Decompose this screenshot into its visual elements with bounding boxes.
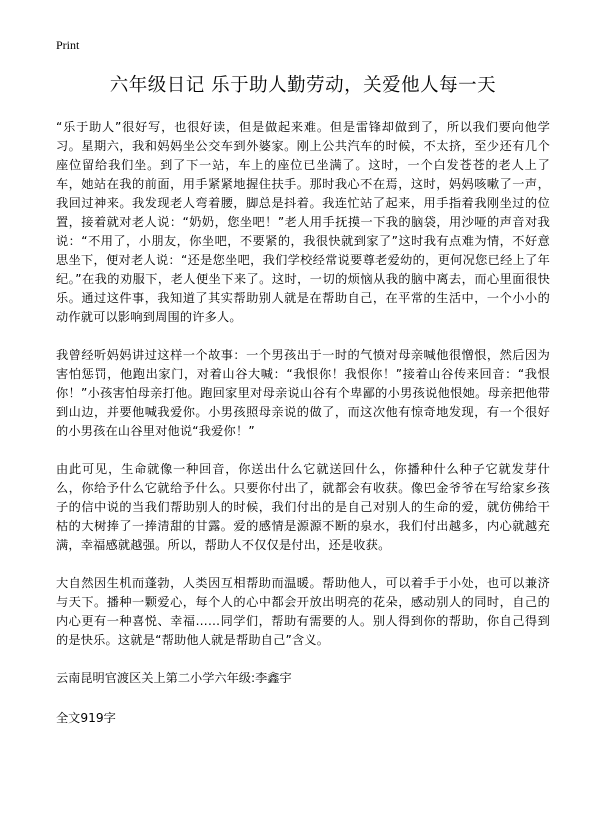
paragraph-4: 大自然因生机而蓬勃，人类因互相帮助而温暖。帮助他人，可以着手于小处，也可以兼济与天下。播种一颗爱心，每个人的心中都会开放出明亮的花朵，感动别人的同时，自己的内心更有一种喜悦、幸福……同学们，帮助有需要的人。别人得到你的帮助，你自己得到的是快乐。这就是“帮助他人就是帮助自己”含义。: [56, 576, 550, 647]
paragraph-1: “乐于助人”很好写，也很好读，但是做起来难。但是雷锋却做到了，所以我们要向他学习。星期六，我和妈妈坐公交车到外婆家。刚上公共汽车的时候，不太挤，至少还有几个座位留给我们坐。到了下一站，车上的座位已坐满了。这时，一个白发苍苍的老人上了车，她站在我的前面，用手紧紧地握住扶手。那时我心不在焉，这时，妈妈咳嗽了一声，我回过神来。我发现老人弯着腰，脚总是抖着。我连忙站了起来，用手指着我刚坐过的位置，接着就对老人说：“奶奶，您坐吧！”老人用手抚摸一下我的脑袋，用沙哑的声音对我说：“不用了，小朋友，你坐吧，不要紧的，我很快就到家了”这时我有点难为情，不好意思坐下，便对老人说：“还是您坐吧，我们学校经常说要尊老爱幼的，更何况您已经上了年纪。”在我的劝服下，老人便坐下来了。这时，一切的烦恼从我的脑中离去，而心里面很快乐。通过这件事，我知道了其实帮助别人就是在帮助自己，在平常的生活中，一个小小的动作就可以影响到周围的许多人。: [56, 120, 550, 324]
word-count: 全文919字: [56, 711, 116, 725]
print-link[interactable]: Print: [56, 38, 80, 52]
document-page: [56, 38, 550, 728]
author-line: 云南昆明官渡区关上第二小学六年级:李鑫宇: [56, 671, 292, 685]
page-title: 六年级日记 乐于助人勤劳动，关爱他人每一天: [109, 75, 497, 96]
paragraph-2: 我曾经听妈妈讲过这样一个故事：一个男孩出于一时的气愤对母亲喊他很憎恨，然后因为害怕惩罚，他跑出家门，对着山谷大喊：“我恨你！我恨你！”接着山谷传来回音：“我恨你！”小孩害怕母亲打他。跑回家里对母亲说山谷有个卑鄙的小男孩说他恨她。母亲把他带到山边，并要他喊我爱你。小男孩照母亲说的做了，而这次他有惊奇地发现，有一个很好的小男孩在山谷里对他说“我爱你！”: [56, 348, 550, 438]
paragraph-3: 由此可见，生命就像一种回音，你送出什么它就送回什么，你播种什么种子它就发芽什么，你给予什么它就给予什么。只要你付出了，就都会有收获。像巴金爷爷在写给家乡孩子的信中说的当我们帮助别人的时候，我们付出的是自己对别人的生命的爱，就仿佛给干枯的大树捧了一捧清甜的甘露。爱的感情是源源不断的泉水，我们付出越多，内心就越充满，幸福感就越强。所以，帮助人不仅仅是付出，还是收获。: [56, 462, 550, 552]
